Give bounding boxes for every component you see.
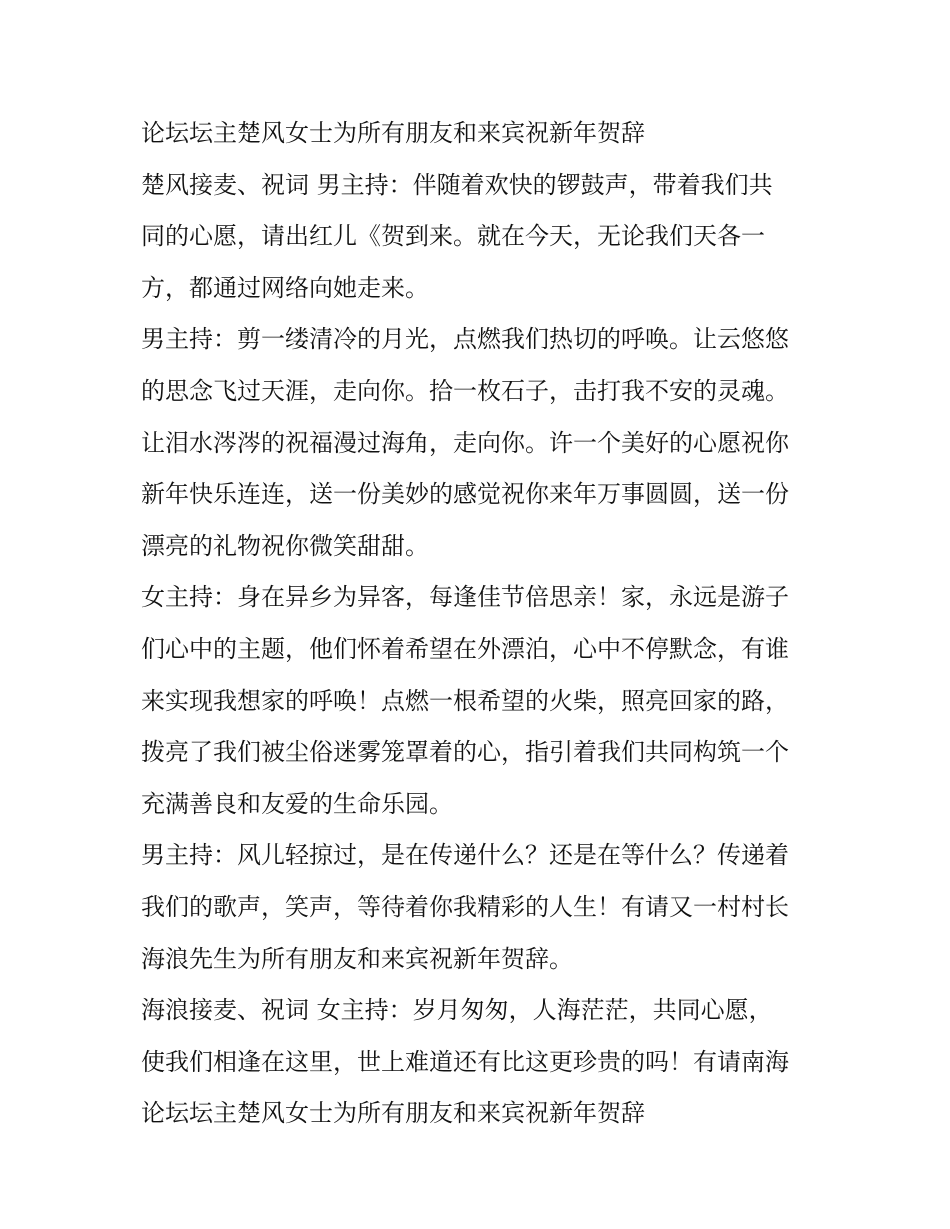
text-line: 楚风接麦、祝词 男主持：伴随着欢快的锣鼓声，带着我们共 xyxy=(141,170,773,199)
document-body xyxy=(141,108,821,1140)
text-line: 们心中的主题，他们怀着希望在外漂泊，心中不停默念，有谁 xyxy=(141,634,789,663)
text-line: 论坛坛主楚风女士为所有朋友和来宾祝新年贺辞 xyxy=(141,1099,645,1128)
text-line: 海浪接麦、祝词 女主持：岁月匆匆，人海茫茫，共同心愿， xyxy=(141,996,773,1025)
text-line: 拨亮了我们被尘俗迷雾笼罩着的心，指引着我们共同构筑一个 xyxy=(141,738,789,767)
text-line: 女主持：身在异乡为异客，每逢佳节倍思亲！家，永远是游子 xyxy=(141,583,789,612)
text-line: 充满善良和友爱的生命乐园。 xyxy=(141,789,453,818)
text-line: 使我们相逢在这里，世上难道还有比这更珍贵的吗！有请南海 xyxy=(141,1047,789,1076)
text-line: 新年快乐连连，送一份美妙的感觉祝你来年万事圆圆，送一份 xyxy=(141,480,789,509)
text-line: 来实现我想家的呼唤！点燃一根希望的火柴，照亮回家的路， xyxy=(141,686,789,715)
text-line: 论坛坛主楚风女士为所有朋友和来宾祝新年贺辞 xyxy=(141,119,645,147)
text-line: 方，都通过网络向她走来。 xyxy=(141,273,429,302)
text-line: 漂亮的礼物祝你微笑甜甜。 xyxy=(141,531,429,560)
text-line: 海浪先生为所有朋友和来宾祝新年贺辞。 xyxy=(141,944,573,973)
text-line: 同的心愿，请出红儿《贺到来。就在今天，无论我们天各一 xyxy=(141,222,765,251)
text-line: 我们的歌声，笑声，等待着你我精彩的人生！有请又一村村长 xyxy=(141,892,789,921)
text-line: 让泪水涔涔的祝福漫过海角，走向你。许一个美好的心愿祝你 xyxy=(141,428,789,457)
text-line: 的思念飞过天涯，走向你。拾一枚石子，击打我不安的灵魂。 xyxy=(141,376,789,405)
text-line: 男主持：风儿轻掠过，是在传递什么？还是在等什么？传递着 xyxy=(141,841,789,870)
text-line: 男主持：剪一缕清冷的月光，点燃我们热切的呼唤。让云悠悠 xyxy=(141,325,789,354)
